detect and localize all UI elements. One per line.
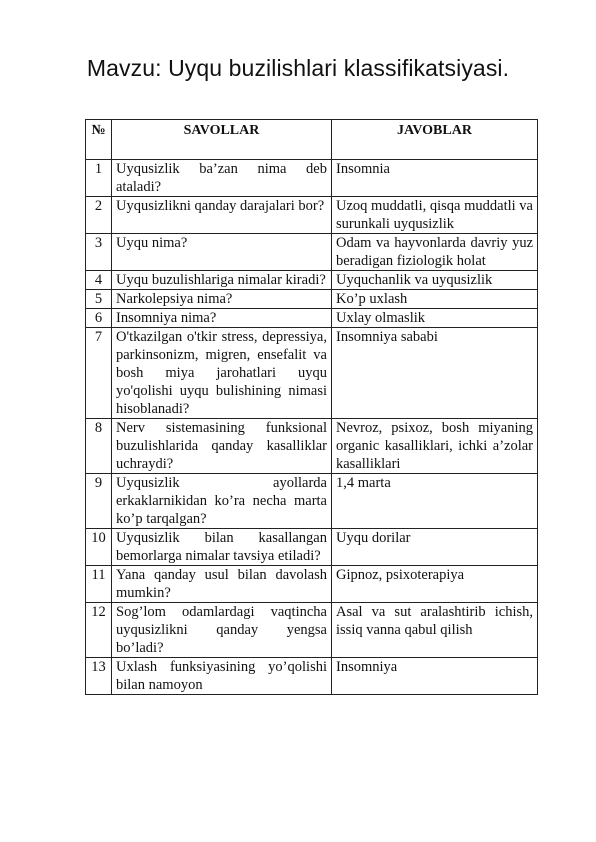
table-row <box>86 328 538 419</box>
question-cell: Narkolepsiya nima? <box>112 290 332 309</box>
question-cell: Uyqu buzulishlariga nimalar kiradi? <box>112 271 332 290</box>
question-cell: Uyqu nima? <box>112 234 332 271</box>
row-number: 1 <box>86 160 112 197</box>
question-cell: Insomniya nima? <box>112 309 332 328</box>
question-cell: Uyqusizlik bilan kasallangan bemorlarga nimalar tavsiya etiladi? <box>112 529 332 566</box>
question-cell: O'tkazilgan o'tkir stress, depressiya, parkinsonizm, migren, ensefalit va bosh miya jarohatlari uyqu yo'qolishi uyqu bulishining nimasi hisoblanadi? <box>112 328 332 419</box>
answer-cell: Nevroz, psixoz, bosh miyaning organic kasalliklari, ichki a’zolar kasalliklari <box>332 419 538 474</box>
answer-cell: Uyqu dorilar <box>332 529 538 566</box>
table-row <box>86 419 538 474</box>
row-number: 5 <box>86 290 112 309</box>
answer-cell: Ko’p uxlash <box>332 290 538 309</box>
header-questions: SAVOLLAR <box>112 120 332 160</box>
answer-cell: Uzoq muddatli, qisqa muddatli va surunkali uyqusizlik <box>332 197 538 234</box>
row-number: 13 <box>86 658 112 695</box>
question-cell: Nerv sistemasining funksional buzulishlarida qanday kasalliklar uchraydi? <box>112 419 332 474</box>
answer-cell: Asal va sut aralashtirib ichish, issiq vanna qabul qilish <box>332 603 538 658</box>
question-cell: Uyqusizlik ayollarda erkaklarnikidan ko’ra necha marta ko’p tarqalgan? <box>112 474 332 529</box>
table-row <box>86 566 538 603</box>
question-cell: Sog’lom odamlardagi vaqtincha uyqusizlikni qanday yengsa bo’ladi? <box>112 603 332 658</box>
answer-cell: Gipnoz, psixoterapiya <box>332 566 538 603</box>
row-number: 4 <box>86 271 112 290</box>
row-number: 11 <box>86 566 112 603</box>
table-row <box>86 603 538 658</box>
header-number: № <box>86 120 112 160</box>
qa-table <box>85 119 538 695</box>
row-number: 6 <box>86 309 112 328</box>
question-cell: Yana qanday usul bilan davolash mumkin? <box>112 566 332 603</box>
question-cell: Uxlash funksiyasining yo’qolishi bilan namoyon <box>112 658 332 695</box>
header-answers: JAVOBLAR <box>332 120 538 160</box>
answer-cell: Odam va hayvonlarda davriy yuz beradigan fiziologik holat <box>332 234 538 271</box>
table-row <box>86 290 538 309</box>
question-cell: Uyqusizlik ba’zan nima deb ataladi? <box>112 160 332 197</box>
row-number: 10 <box>86 529 112 566</box>
table-row <box>86 529 538 566</box>
answer-cell: Insomniya sababi <box>332 328 538 419</box>
table-row <box>86 309 538 328</box>
table-row <box>86 474 538 529</box>
page-title: Mavzu: Uyqu buzilishlari klassifikatsiyasi. <box>86 55 510 81</box>
answer-cell: Uxlay olmaslik <box>332 309 538 328</box>
table-row <box>86 160 538 197</box>
table-header-row <box>86 120 538 160</box>
row-number: 7 <box>86 328 112 419</box>
question-cell: Uyqusizlikni qanday darajalari bor? <box>112 197 332 234</box>
answer-cell: Insomniya <box>332 658 538 695</box>
row-number: 2 <box>86 197 112 234</box>
row-number: 8 <box>86 419 112 474</box>
table-row <box>86 197 538 234</box>
table-row <box>86 658 538 695</box>
row-number: 3 <box>86 234 112 271</box>
table-row <box>86 271 538 290</box>
answer-cell: Uyquchanlik va uyqusizlik <box>332 271 538 290</box>
table-row <box>86 234 538 271</box>
row-number: 12 <box>86 603 112 658</box>
answer-cell: Insomnia <box>332 160 538 197</box>
answer-cell: 1,4 marta <box>332 474 538 529</box>
row-number: 9 <box>86 474 112 529</box>
